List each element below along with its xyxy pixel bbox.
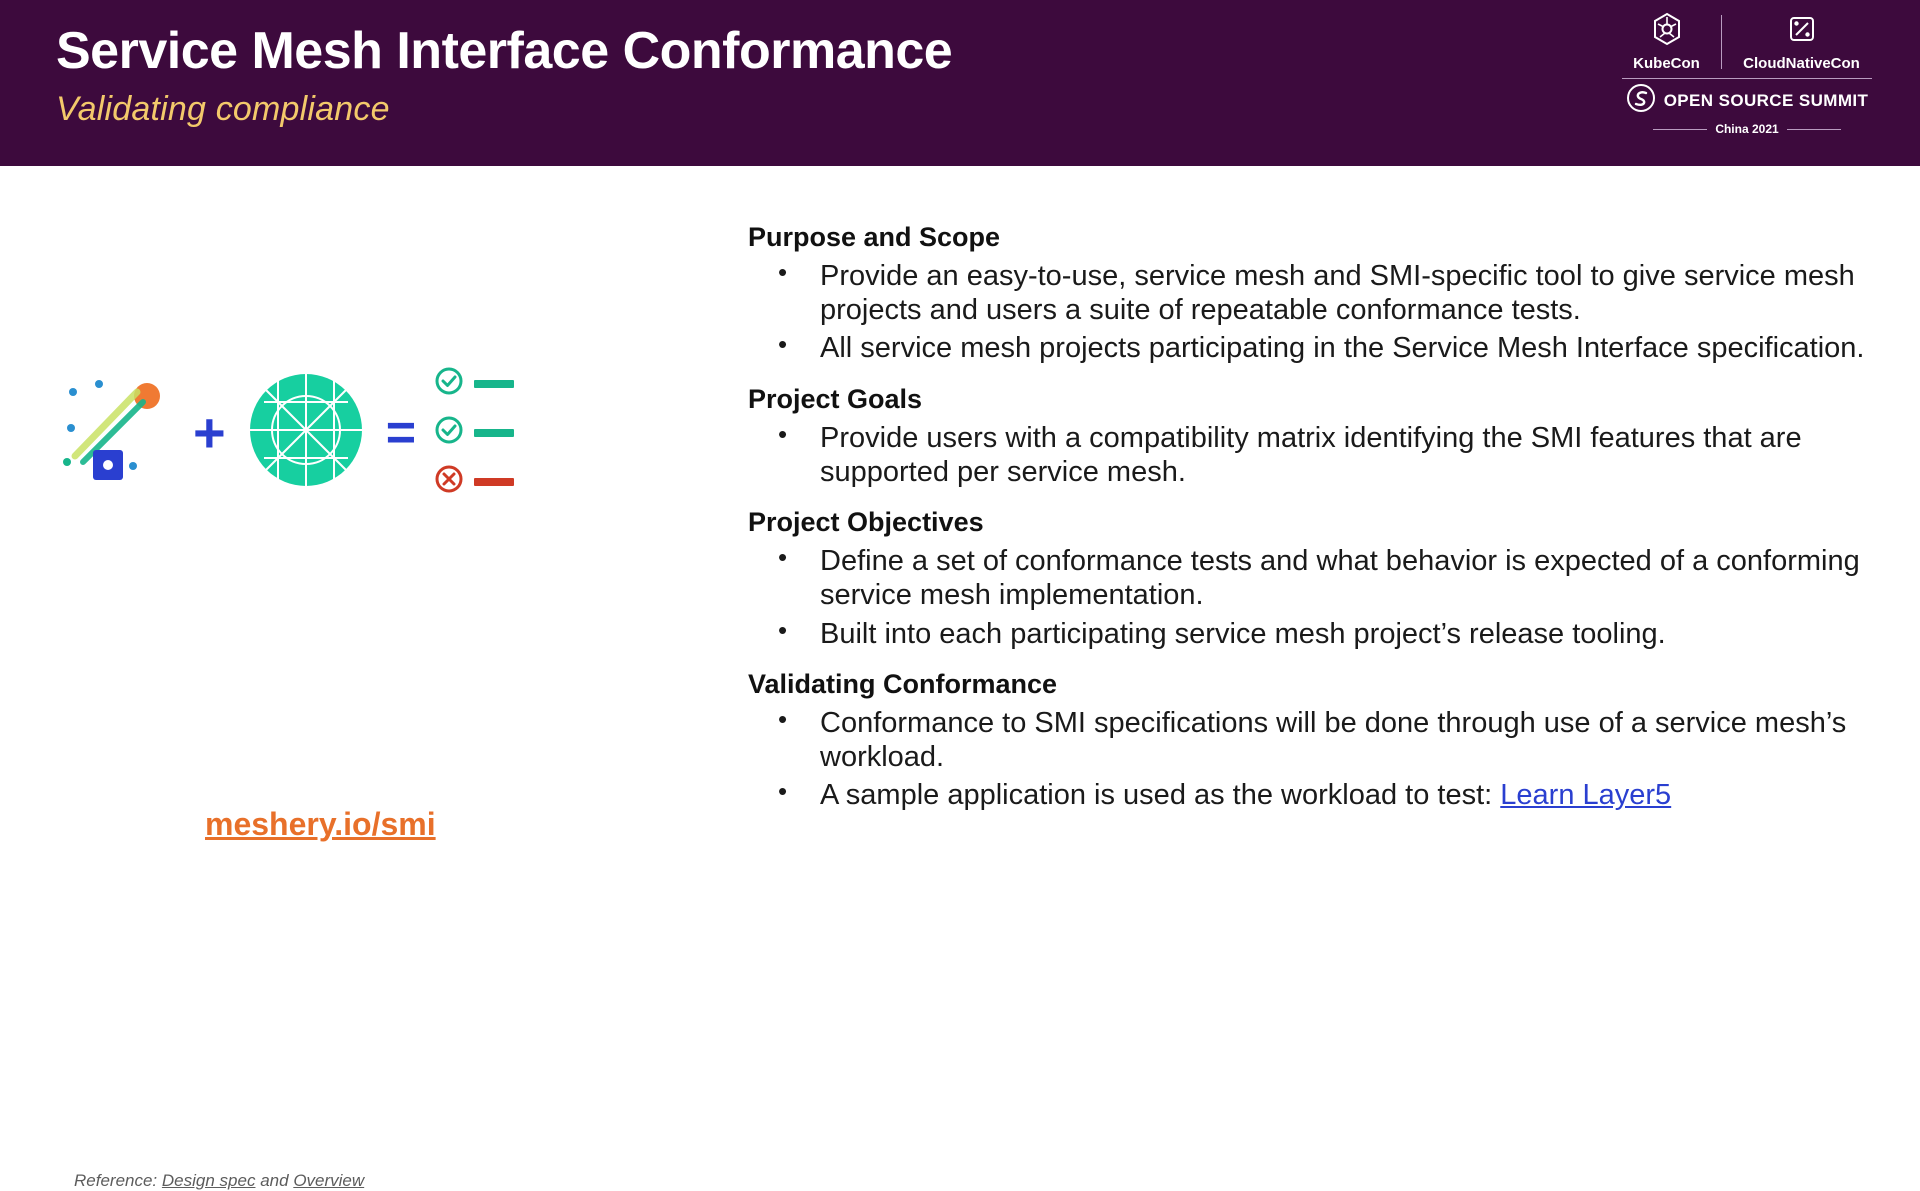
content-column: [748, 166, 1868, 830]
list-item: • Define a set of conformance tests and what behavior is expected of a conforming service mesh implementation.: [748, 544, 1868, 612]
bullet-list: [748, 259, 1868, 366]
list-item: • Built into each participating service mesh project’s release tooling.: [748, 617, 1868, 651]
list-item: • Conformance to SMI specifications will be done through use of a service mesh’s workload.: [748, 706, 1868, 774]
reference-conjunction: and: [260, 1171, 289, 1190]
logo-divider: [1721, 15, 1722, 69]
result-row-pass-1: [434, 366, 514, 401]
service-mesh-sphere-icon: [244, 368, 368, 497]
section-project-objectives: [748, 507, 1868, 651]
reference-note: [74, 1171, 364, 1191]
section-purpose-and-scope: [748, 222, 1868, 366]
event-year-label: China 2021: [1715, 122, 1779, 136]
kubecon-logo: [1623, 12, 1711, 72]
result-bar: [474, 429, 514, 437]
result-row-fail: [434, 464, 514, 499]
event-year: [1622, 122, 1872, 136]
list-item: • Provide users with a compatibility matrix identifying the SMI features that are supported per service mesh.: [748, 421, 1868, 489]
page-title: Service Mesh Interface Conformance: [56, 22, 953, 80]
equals-sign: =: [385, 403, 417, 462]
left-column: [0, 166, 740, 1190]
result-bar: [474, 380, 514, 388]
section-heading: Project Goals: [748, 383, 923, 414]
section-heading: Purpose and Scope: [748, 222, 1001, 252]
section-heading: Project Objectives: [748, 507, 984, 538]
bullet-list: [748, 706, 1868, 813]
list-item: [748, 778, 1868, 812]
section-validating-conformance: [748, 669, 1868, 813]
list-item: • Provide an easy-to-use, service mesh and SMI-specific tool to give service mesh projects and users a suite of repeatable conformance tests.: [748, 259, 1868, 327]
check-circle-icon: [434, 415, 464, 450]
event-logo: [1622, 8, 1872, 138]
year-rule-right: [1787, 129, 1841, 130]
bullet-list: [748, 544, 1868, 651]
reference-overview-link[interactable]: Overview: [293, 1171, 365, 1190]
open-source-summit-label: OPEN SOURCE SUMMIT: [1663, 90, 1869, 110]
kubernetes-wheel-icon: [1650, 12, 1684, 51]
learn-layer5-link[interactable]: Learn Layer5: [1500, 779, 1672, 812]
year-rule-left: [1653, 129, 1707, 130]
cloudnative-cube-icon: [1785, 12, 1819, 51]
result-row-pass-2: [434, 415, 514, 450]
cloudnativecon-logo: [1732, 12, 1872, 72]
check-circle-icon: [434, 366, 464, 401]
section-heading: Validating Conformance: [748, 668, 1058, 699]
cloudnativecon-label: CloudNativeCon: [1743, 55, 1860, 72]
result-bar: [474, 478, 514, 486]
list-item-text: A sample application is used as the workload to test:: [820, 779, 1501, 812]
reference-design-spec-link[interactable]: Design spec: [161, 1171, 256, 1190]
kubecon-label: KubeCon: [1633, 55, 1700, 72]
slide-body: [0, 166, 1920, 1190]
reference-label: Reference:: [74, 1171, 158, 1190]
logo-horizontal-divider: [1622, 78, 1872, 79]
meshery-smi-link[interactable]: meshery.io/smi: [205, 806, 436, 842]
page-subtitle: Validating compliance: [56, 89, 390, 128]
section-project-goals: [748, 384, 1868, 489]
bullet-list: [748, 421, 1868, 489]
slide-header: [0, 0, 1920, 166]
error-circle-icon: [434, 464, 464, 499]
summit-s-icon: [1626, 83, 1656, 118]
open-source-summit-logo: [1622, 83, 1872, 118]
list-item: • All service mesh projects participating in the Service Mesh Interface specification.: [748, 331, 1868, 365]
conformance-results-graphic: [434, 366, 514, 499]
plus-sign: +: [193, 400, 226, 464]
equation-graphic: [55, 366, 514, 499]
meshery-logo-icon: [55, 370, 175, 495]
